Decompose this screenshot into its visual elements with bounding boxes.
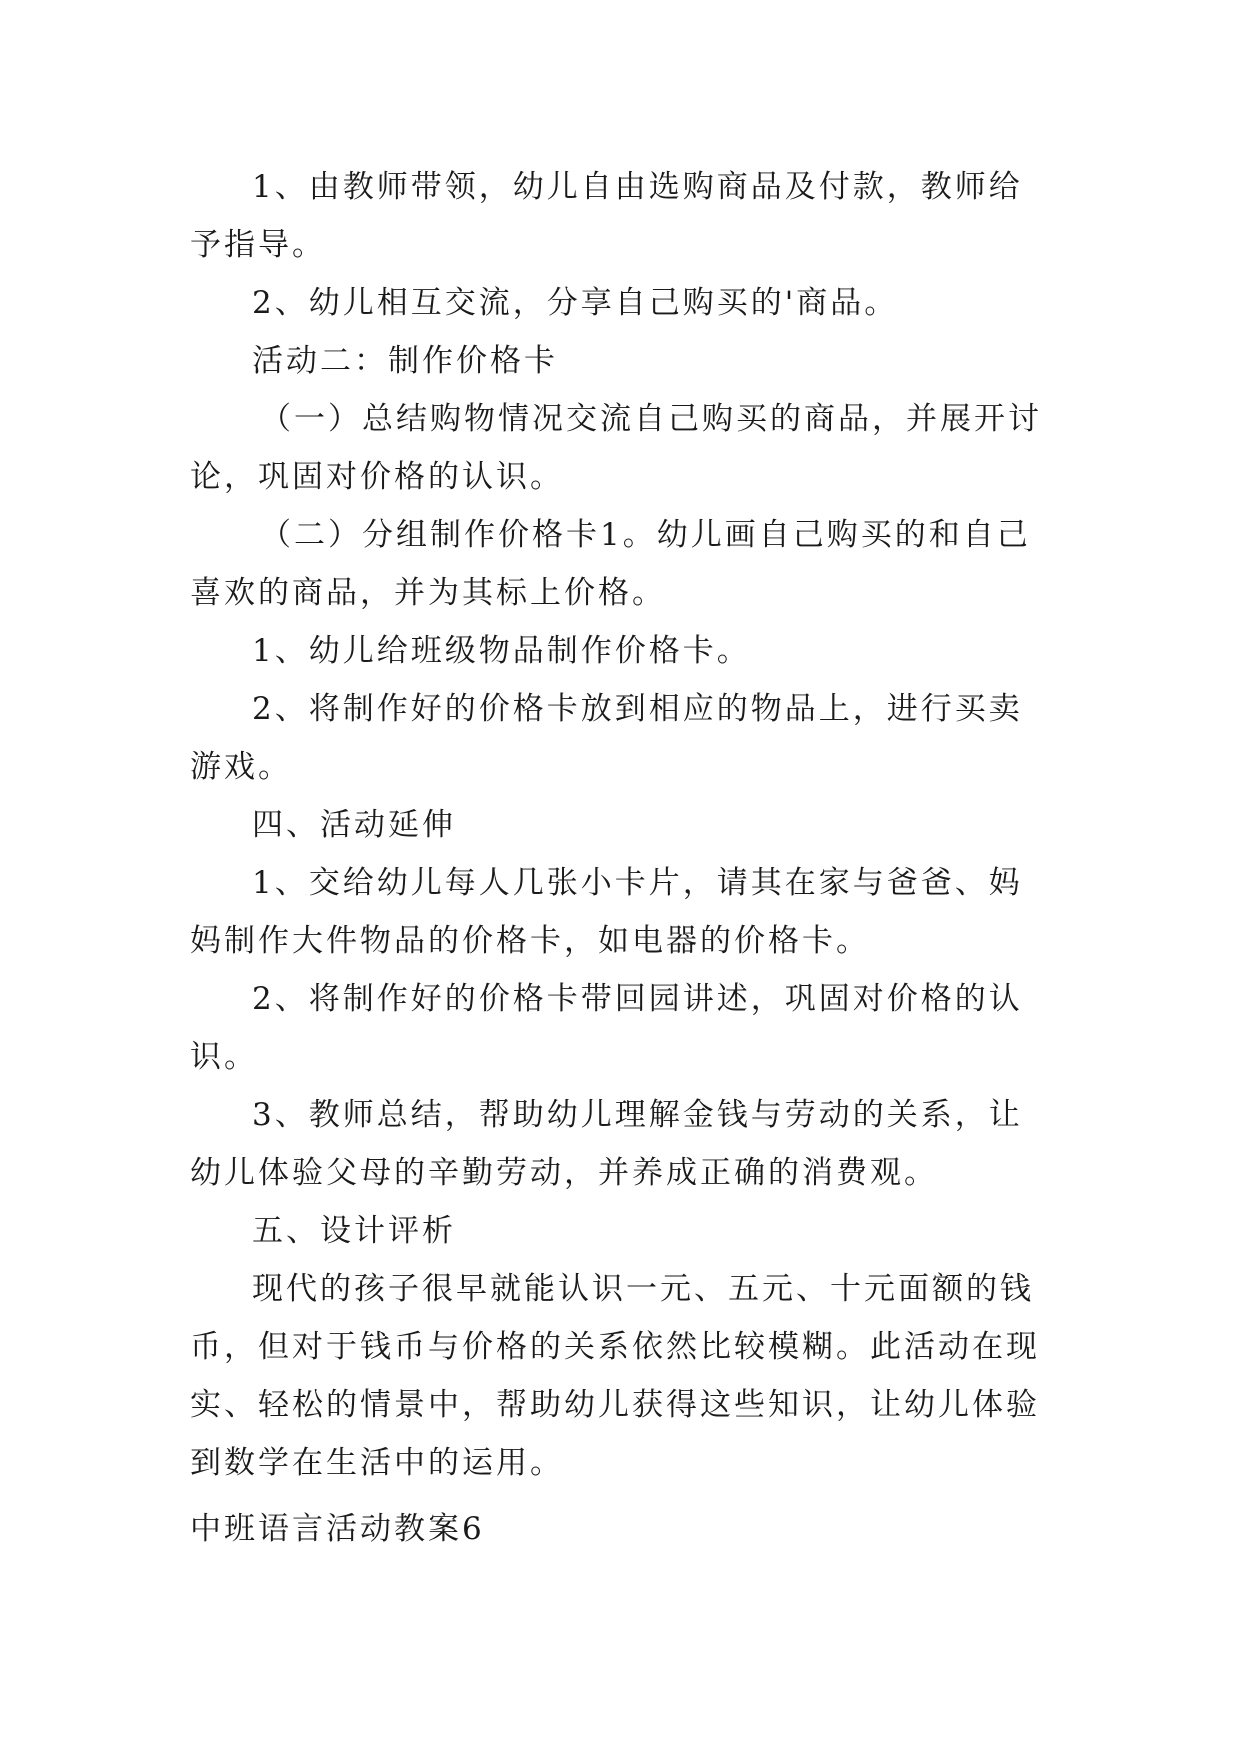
paragraph-step-1: 1、由教师带领，幼儿自由选购商品及付款，教师给予指导。 [190,169,1023,263]
section-heading-design-analysis: 五、设计评析 [252,1213,456,1249]
paragraph-price-card-2: 2、将制作好的价格卡放到相应的物品上，进行买卖游戏。 [190,691,1023,785]
next-section-title: 中班语言活动教案6 [190,1511,485,1547]
activity-two-heading: 活动二：制作价格卡 [252,343,558,379]
paragraph-part-two: （二）分组制作价格卡1。幼儿画自己购买的和自己喜欢的商品，并为其标上价格。 [190,517,1031,611]
paragraph-part-one: （一）总结购物情况交流自己购买的商品，并展开讨论，巩固对价格的认识。 [190,401,1042,495]
section-heading-extension: 四、活动延伸 [252,807,456,843]
paragraph-design-analysis: 现代的孩子很早就能认识一元、五元、十元面额的钱币，但对于钱币与价格的关系依然比较模糊。此活动在现实、轻松的情景中，帮助幼儿获得这些知识，让幼儿体验到数学在生活中的运用。 [190,1271,1040,1481]
paragraph-step-2: 2、幼儿相互交流，分享自己购买的'商品。 [252,285,899,321]
document-body [190,158,1050,1492]
paragraph-extension-3: 3、教师总结，帮助幼儿理解金钱与劳动的关系，让幼儿体验父母的辛勤劳动，并养成正确的消费观。 [190,1097,1023,1191]
paragraph-extension-1: 1、交给幼儿每人几张小卡片，请其在家与爸爸、妈妈制作大件物品的价格卡，如电器的价格卡。 [190,865,1023,959]
paragraph-extension-2: 2、将制作好的价格卡带回园讲述，巩固对价格的认识。 [190,981,1023,1075]
paragraph-price-card-1: 1、幼儿给班级物品制作价格卡。 [252,633,751,669]
